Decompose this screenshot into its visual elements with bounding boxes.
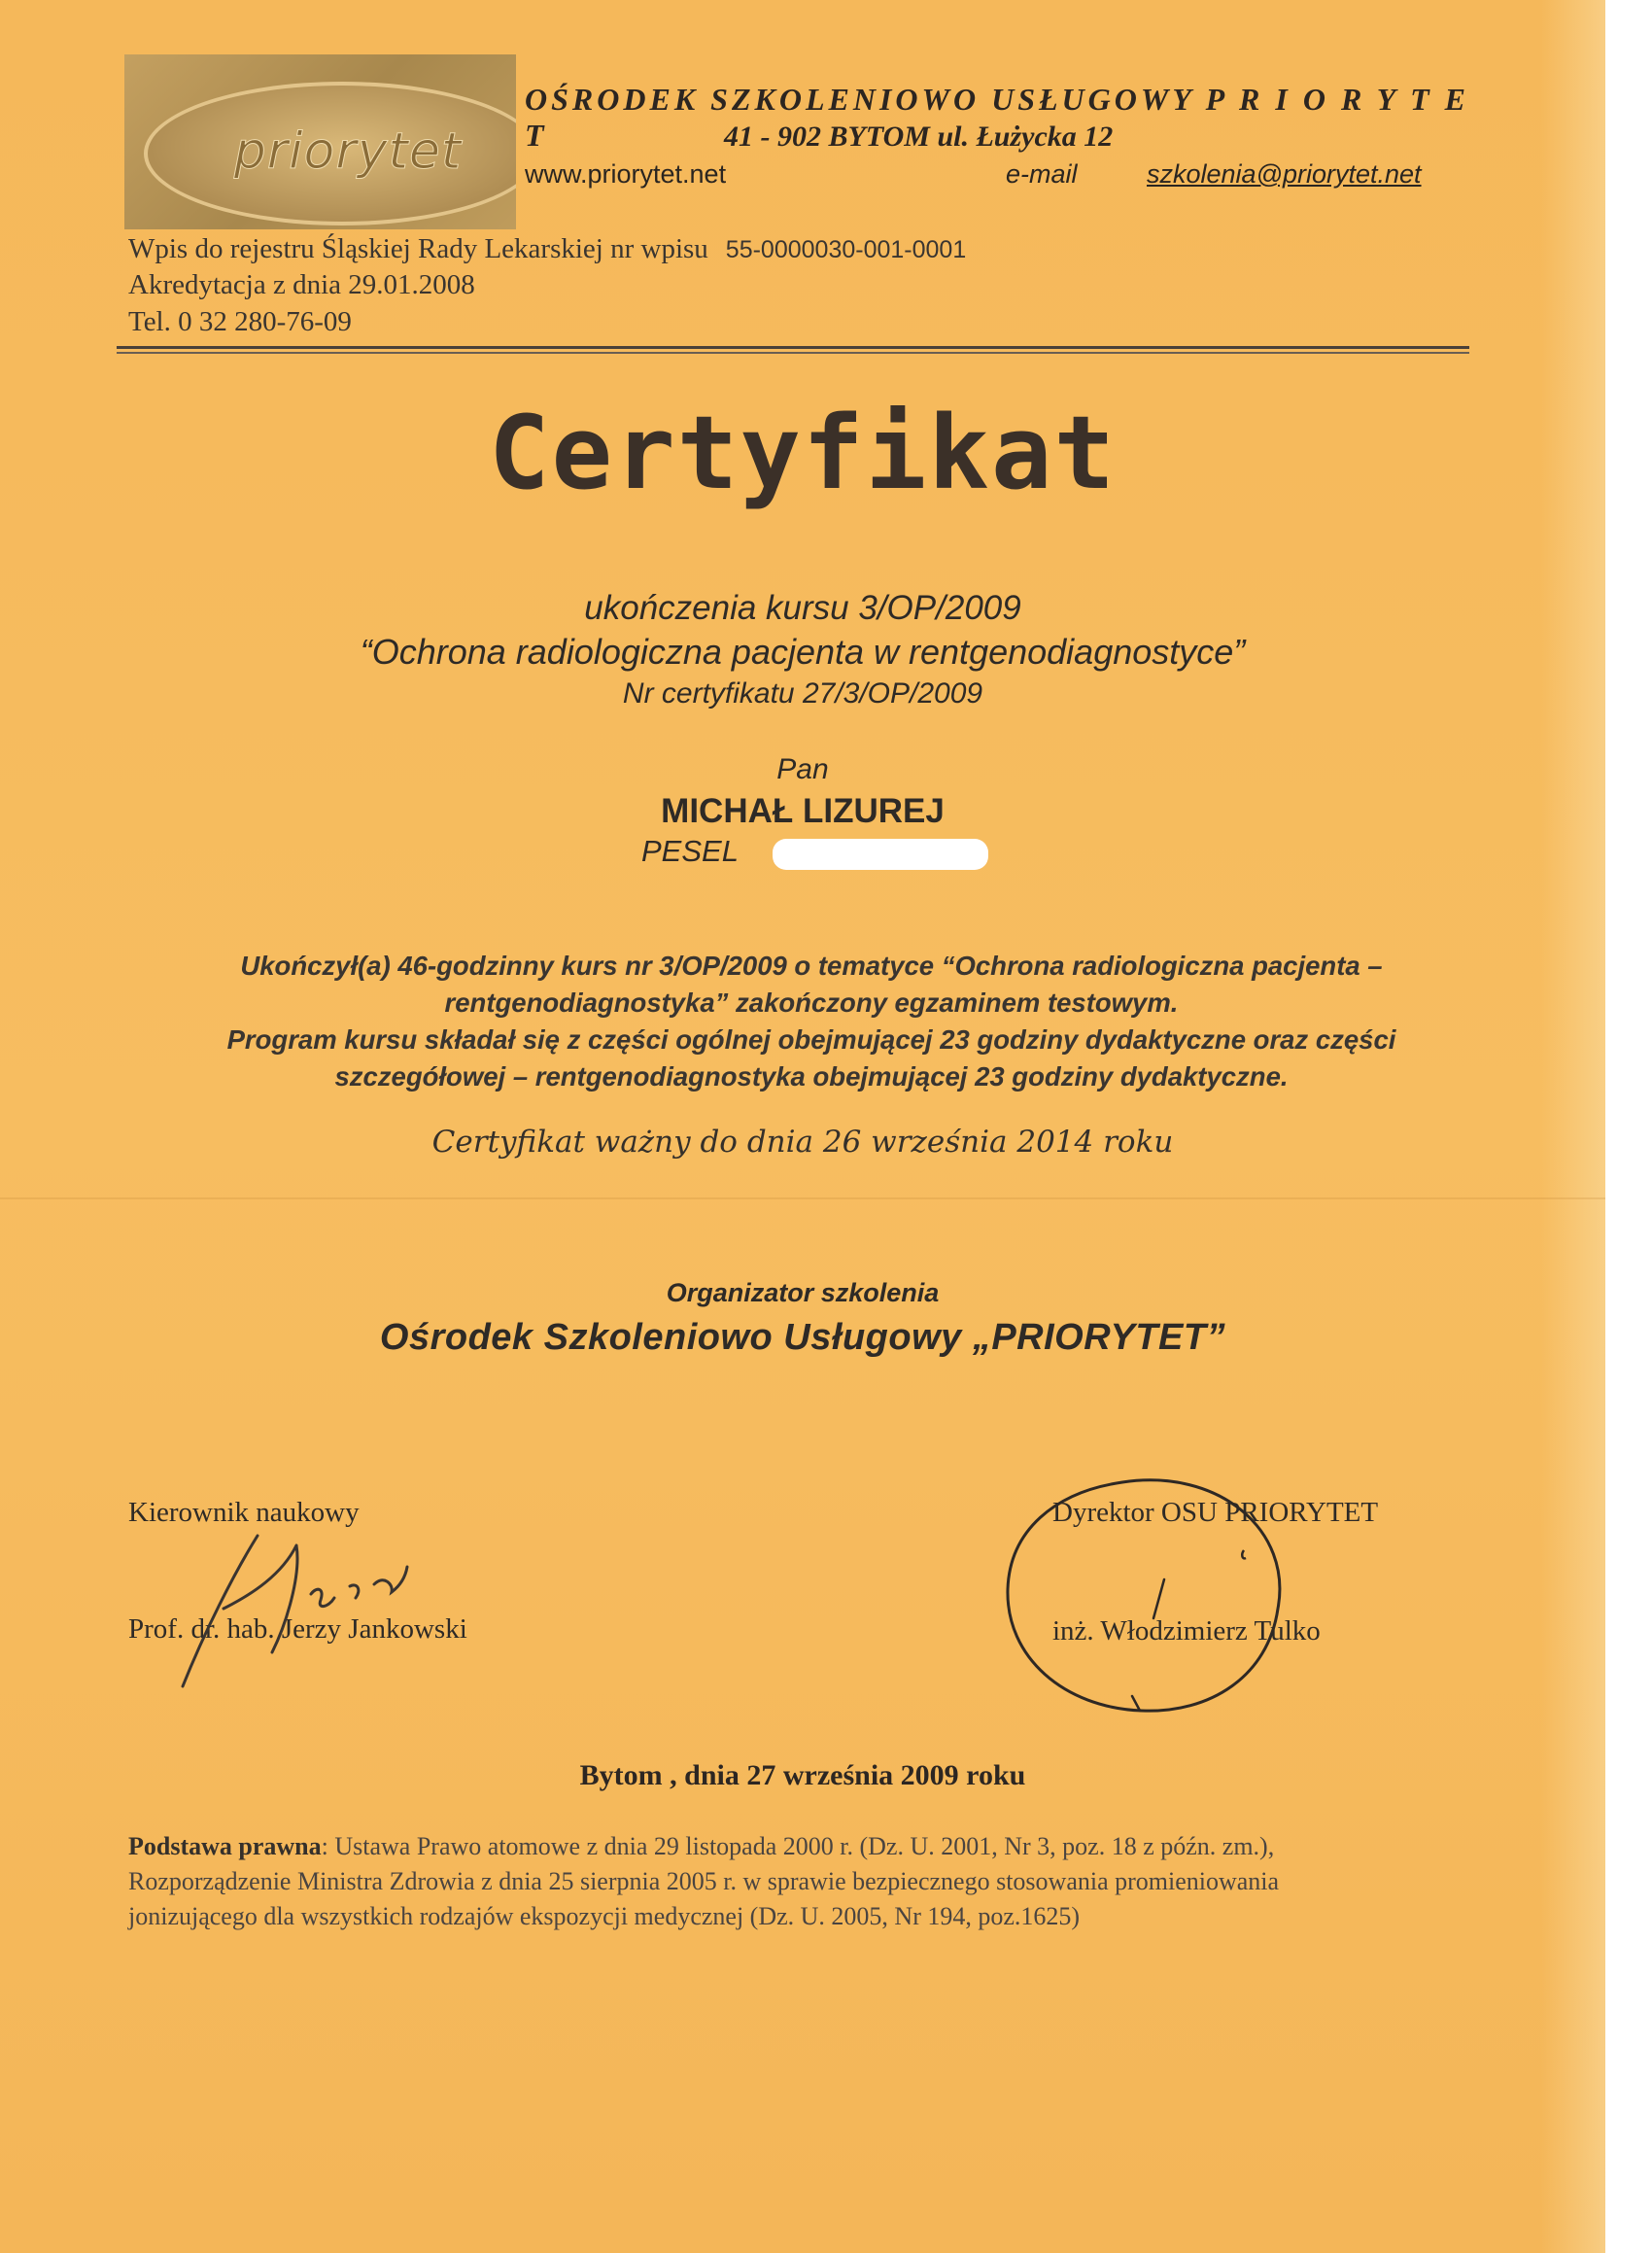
description-line: szczegółowej – rentgenodiagnostyka obejmującej 23 godziny dydaktyczne. [334,1061,1289,1092]
course-line: ukończenia kursu 3/OP/2009 [584,589,1021,627]
handwritten-signature [165,1516,486,1711]
header-divider-secondary [117,352,1469,354]
legal-basis [128,1829,1489,1934]
issue-date: Bytom , dnia 27 września 2009 roku [579,1759,1026,1791]
legal-label: Podstawa prawna [128,1832,322,1860]
registry-entry [128,233,966,265]
org-name-header: OŚRODEK SZKOLENIOWO USŁUGOWY P R I O R Y T E T [525,82,1469,153]
right-signatory-role: Dyrektor OSU PRIORYTET [1052,1497,1379,1528]
legal-text: Rozporządzenie Ministra Zdrowia z dnia 25 sierpnia 2005 r. w sprawie bezpiecznego stosowania promieniowania [128,1867,1280,1895]
accreditation: Akredytacja z dnia 29.01.2008 [128,269,475,300]
legal-text: : Ustawa Prawo atomowe z dnia 29 listopada 2000 r. (Dz. U. 2001, Nr 3, poz. 18 z późn. zm.), [321,1832,1275,1860]
header-divider [117,346,1469,349]
priorytet-logo [124,54,516,229]
website: www.priorytet.net [525,159,727,189]
pesel-label: PESEL [641,834,739,868]
org-address: 41 - 902 BYTOM ul. Łużycka 12 [724,121,1114,153]
email-label: e-mail [1006,159,1078,189]
legal-text: jonizującego dla wszystkich rodzajów ekspozycji medycznej (Dz. U. 2005, Nr 194, poz.1625) [128,1902,1081,1930]
course-name: “Ochrona radiologiczna pacjenta w rentgenodiagnostyce” [360,632,1246,672]
description-line: Program kursu składał się z części ogólnej obejmującej 23 godziny dydaktyczne oraz części [226,1024,1396,1055]
signature-circle [986,1463,1297,1725]
certificate-number: Nr certyfikatu 27/3/OP/2009 [622,677,983,710]
organizer-name: Ośrodek Szkoleniowo Usługowy „PRIORYTET” [379,1317,1226,1358]
registry-number: 55-0000030-001-0001 [725,236,967,263]
registry-label: Wpis do rejestru Śląskiej Rady Lekarskiej nr wpisu [128,233,708,264]
left-signatory-role: Kierownik naukowy [128,1497,360,1528]
validity-note: Certyfikat ważny do dnia 26 września 2014 roku [431,1125,1174,1160]
pesel-redaction [773,839,988,870]
logo-text: priorytet [233,122,463,181]
course-description [136,948,1487,1095]
paper-fold [0,1197,1605,1199]
person-name: MICHAŁ LIZUREJ [661,792,945,830]
left-signatory-name: Prof. dr. hab. Jerzy Jankowski [128,1613,467,1645]
description-line: rentgenodiagnostyka” zakończony egzaminem testowym. [444,988,1179,1018]
certificate-title: Certyfikat [488,394,1118,512]
description-line: Ukończył(a) 46-godzinny kurs nr 3/OP/2009 o tematyce “Ochrona radiologiczna pacjenta – [240,951,1383,981]
email-address: szkolenia@priorytet.net [1147,159,1422,189]
right-signatory-name: inż. Włodzimierz Tulko [1052,1615,1321,1646]
salutation: Pan [776,753,829,785]
phone: Tel. 0 32 280-76-09 [128,306,352,337]
organizer-label: Organizator szkolenia [666,1278,940,1307]
